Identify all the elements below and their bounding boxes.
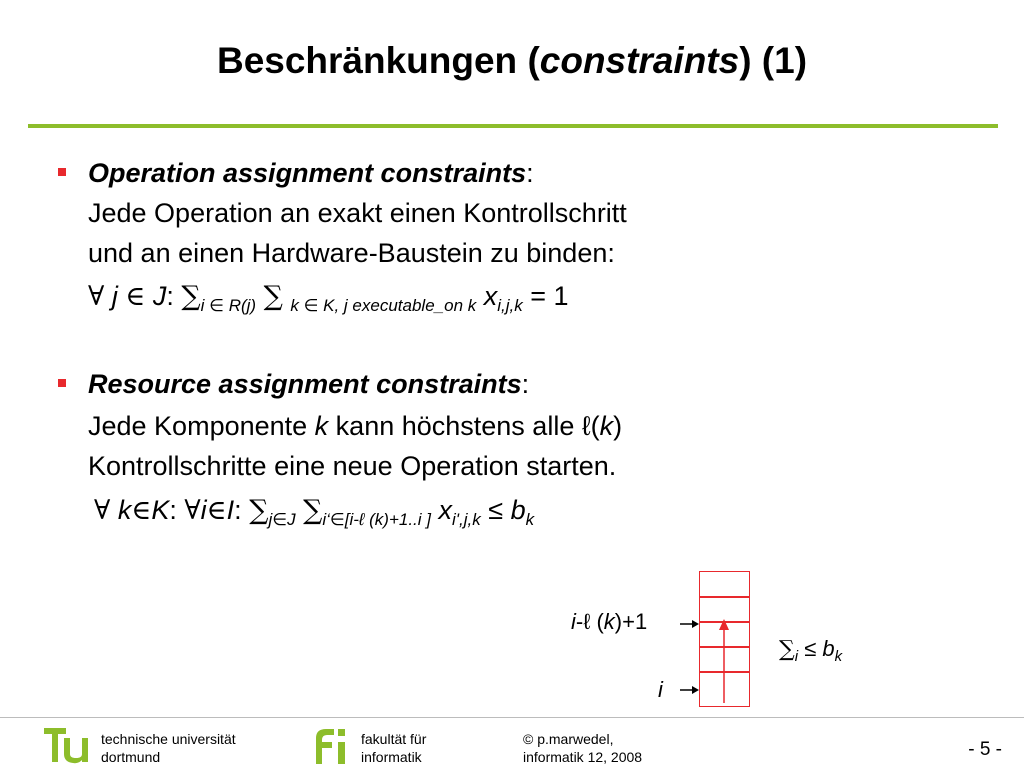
section2-line1: Jede Komponente k kann höchstens alle ℓ(k) bbox=[88, 411, 623, 441]
footer-university: technische universität dortmund bbox=[101, 731, 236, 765]
lower-bound-label: i bbox=[658, 677, 663, 702]
footer-divider bbox=[0, 717, 1024, 718]
page-number: - 5 - bbox=[968, 739, 1002, 760]
section2-line2: Kontrollschritte eine neue Operation starten. bbox=[88, 451, 617, 481]
range-arrowhead-icon bbox=[719, 619, 729, 630]
section1-heading: Operation assignment constraints: bbox=[88, 158, 534, 188]
section2-formula: ∀ k∈K: ∀i∈I: $\sum_{j\in J}$ $\sum_{i‘\in[i-\ell (k)+1..i ]}$ $x_{i',j,k} \le b_k$ bbox=[94, 495, 535, 529]
section1-line1: Jede Operation an exakt einen Kontrollschritt bbox=[88, 198, 627, 228]
tu-logo-icon bbox=[44, 726, 94, 764]
section2-heading: Resource assignment constraints: bbox=[88, 369, 530, 399]
title-text: Beschränkungen ( bbox=[216, 40, 540, 81]
fi-logo-icon bbox=[310, 726, 354, 766]
section1-line2: und an einen Hardware-Baustein zu binden: bbox=[88, 238, 615, 268]
diagram-sum-label: $\sum_i \le b_k$ bbox=[779, 636, 843, 665]
section1-formula: ∀ j ∈ J: $\sum_{i \in R(j)}$ ∑ $_{k \in K, j executable\_on k}$ $x_{i,j,k} = 1$ bbox=[88, 281, 569, 315]
footer-faculty: fakultät für informatik bbox=[361, 731, 427, 765]
footer-copyright: © p.marwedel, informatik 12, 2008 bbox=[523, 731, 643, 765]
upper-bound-label: i-ℓ (k)+1 bbox=[571, 609, 648, 634]
title-suffix: ) (1) bbox=[739, 40, 808, 81]
title-italic: constraints bbox=[539, 40, 740, 81]
